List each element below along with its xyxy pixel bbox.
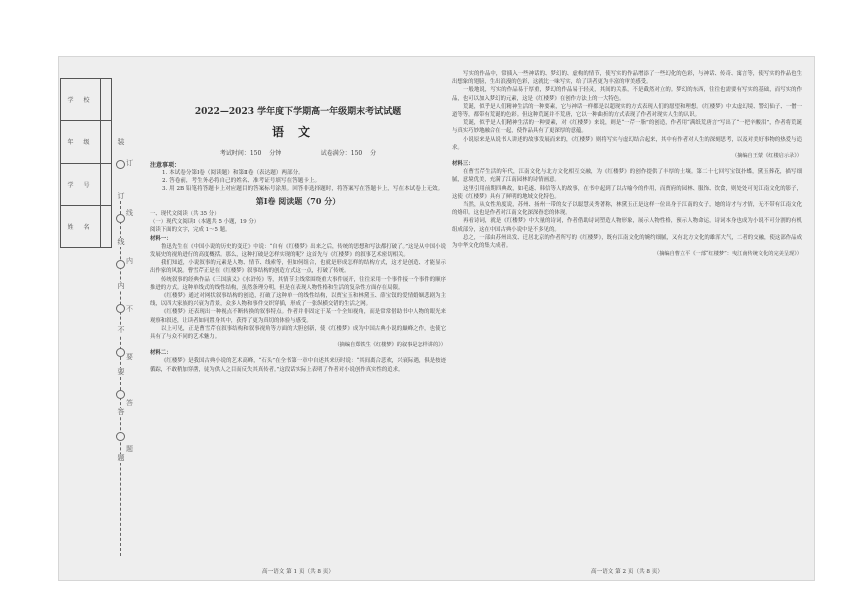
- page-footer: 高一语文 第 2 页（共 8 页）: [591, 569, 663, 575]
- paragraph: 一般地说，写实的作品易于厚重，梦幻的作品易于轻灵，其间的关系，不是截然对立的。梦幻的东西，往往也需要有写实的基础，而写实的作品，也可以加入梦幻的元素，这是《红楼梦》在创作方法上的一大特色。: [452, 87, 802, 102]
- seal-word: 内: [126, 257, 133, 265]
- seal-word: 答: [126, 399, 133, 407]
- exam-score: 试卷满分：150 分: [320, 150, 377, 157]
- material-label: 材料三：: [452, 161, 474, 168]
- exam-meta: [150, 148, 446, 157]
- info-label: 学 号: [61, 164, 101, 205]
- page-2: [452, 70, 802, 575]
- seal-word: 内: [114, 282, 128, 291]
- binding-hole-icon: [116, 214, 125, 223]
- exam-time: 考试时间：150 分钟: [219, 150, 282, 157]
- info-row-school: [61, 79, 111, 121]
- paragraph: 传统叙事的经典作品《三国演义》《水浒传》等，其情节主线常围绕重大事件展开，往往采用一个事件接一个事件的顺序推进的方式。这种单线式的线性结构，虽然条理分明，但是在表现人物性格和生活的复杂性方面存在局限。: [150, 276, 446, 291]
- binding-hole-icon: [116, 304, 125, 313]
- school-field[interactable]: [101, 79, 111, 120]
- paragraph: 荒诞，似乎是人们精神生活的一种要素，对《红楼梦》来说，则是“一芹一脂”的创造，作者用“满纸荒唐言”写出了“一把辛酸泪”，作者将荒诞与真实巧妙地融合在一起，使作品具有了更深厚的意蕴。: [452, 120, 802, 135]
- seal-word: 订: [126, 159, 133, 167]
- material-label: 材料二：: [150, 350, 172, 357]
- paragraph: 《红楼梦》还表现出一种视点不断转换的叙事特点。作者并非固定于某一个全知视角，而是常常借助书中人物的眼光来观察和叙述，让读者如同置身其中，获得了更为真切的体验与感受。: [150, 309, 446, 324]
- paragraph: 鲁迅先生在《中国小说的历史的变迁》中说：“自有《红楼梦》出来之后，传统的思想和写法都打破了。”这是从中国小说发展史的视角进行的高度概括。那么，这种打破是怎样实现的呢？这首先与《红楼梦》的叙事艺术密切相关。: [150, 243, 446, 259]
- paragraph: 《红楼梦》是我国古典小说的艺术高峰，“石头”在全书第一章中自述其来历时说：“其间离合悲欢，兴衰际遇，俱是按迹循踪，不敢稍加穿凿，徒为供人之目而反失其真传者。”这段话实际上表明了作者对小说创作真实性的追求。: [150, 358, 446, 373]
- binding-hole-icon: [116, 260, 125, 269]
- material-label: 材料一：: [150, 235, 172, 242]
- binding-hole-icon: [116, 390, 125, 399]
- name-field[interactable]: [101, 206, 111, 247]
- seal-word: 线: [114, 238, 128, 247]
- seal-word: 答: [114, 408, 128, 417]
- student-info-box: [60, 78, 112, 248]
- paragraph: 荒诞，似乎是人们精神生活的一种要素，它与神话一样都是以超现实的方式表现人们的愿望和理想。《红楼梦》中太虚幻境、警幻仙子、一僧一道等等，都带有荒诞的色彩。但这种荒诞并不荒唐，它以一种曲折的方式表现了作者对现实人生的认识。: [452, 103, 802, 119]
- seal-word: 题: [114, 454, 128, 463]
- exam-title: 2022—2023 学年度下学期高一年级期末考试试题: [194, 107, 402, 117]
- binding-hole-icon: [116, 348, 125, 357]
- seal-word: 题: [126, 445, 133, 453]
- subject-title: 语文: [271, 125, 324, 139]
- paragraph: 《红楼梦》通过对网状叙事结构的创造，打破了这种单一的线性结构，以贾宝玉和林黛玉、薛宝钗的爱情婚姻悲剧为主线，以四大家族的兴衰为背景，众多人物和事件交织穿插，形成了一张纵横交错的生活之网。: [150, 293, 446, 308]
- paragraph: 我们知道，小说叙事的元素是人物、情节、线索等，但如何组合，也就是形成怎样的结构方式，这才是创造、才能显示出作家的风貌。曹雪芹正是在《红楼梦》叙事结构的创造方式这一点，打破了传统。: [150, 260, 446, 275]
- student-id-field[interactable]: [101, 164, 111, 205]
- info-label: 学 校: [61, 79, 101, 120]
- page-1: [150, 70, 446, 575]
- seal-word: 不: [114, 326, 128, 335]
- paragraph: 总之，一部由苏州出发、迁居北京的作者所写的《红楼梦》，既有江南文化的婉约细腻，又有北方文化的雄浑大气，二者的交融，使这部作品成为中华文化的集大成者。: [452, 234, 802, 250]
- part-title: 第Ⅰ卷 阅读题（70 分）: [255, 196, 341, 206]
- binding-hole-icon: [116, 432, 125, 441]
- paragraph: 写实的作品中，常插入一些神话的、梦幻的、虚构的情节，使写实的作品增添了一些幻化的色彩，与神话、传奇、寓言等，使写实的作品也生出想象的翅膀，生出浪漫的色彩，这就比一味写实，给了读者更为丰富的审美感受。: [452, 71, 802, 86]
- note-item: 1. 本试卷分第Ⅰ卷（阅读题）和第Ⅱ卷（表达题）两部分。: [162, 170, 304, 176]
- seal-word: 要: [114, 368, 128, 377]
- source-citation: （摘编自王蒙《红楼启示录》）: [731, 153, 802, 160]
- seal-word: 不: [126, 305, 133, 313]
- source-citation: （摘编自曹立平《一部“红楼梦”：曳江南传统文化的完美呈现》）: [654, 251, 802, 258]
- notes-heading: 注意事项：: [150, 162, 181, 169]
- instruction: 阅读下面的文字，完成 1～5 题。: [150, 227, 231, 234]
- paragraph: 以上可见，正是曹雪芹在叙事结构和叙事视角等方面的大胆创新，使《红楼梦》成为中国古典小说的巅峰之作，也使它具有了与众不同的艺术魅力。: [150, 325, 446, 341]
- seal-word: 订: [114, 192, 128, 201]
- page-footer: 高一语文 第 1 页（共 8 页）: [262, 569, 334, 575]
- seal-word: 线: [126, 209, 133, 217]
- seal-word: 要: [126, 353, 133, 361]
- paragraph: 小说原来是从说书人讲述的故事发展而来的，《红楼梦》则将写实与虚幻结合起来，其中有作者对人生的深刻思考，以及对美好事物的热爱与追求。: [452, 136, 802, 151]
- note-item: 3. 用 2B 铅笔将答题卡上对应题目的答案标号涂黑。回答非选择题时，将答案写在答题卡上，写在本试卷上无效。: [162, 186, 444, 192]
- paragraph: 这里引用前期四典故，如毛遂、韩信等人的故事，在书中起到了以古喻今的作用，而贾府的园林、服饰、饮食，则处处可见江南文化的影子，这使《红楼梦》具有了鲜明的地域文化特色。: [452, 185, 802, 200]
- source-citation: （摘编自郑铁生《红楼梦》的叙事是怎样讲的》）: [334, 342, 446, 349]
- paragraph: 在曹雪芹生活的年代，江南文化与北方文化相互交融，为《红楼梦》的创作提供了丰厚的土壤。第二十七回写宝钗扑蝶，黛玉葬花，描写细腻，意境优美，充满了江南园林的诗情画意。: [452, 169, 802, 184]
- note-item: 2. 答卷前，考生务必将自己的姓名、准考证号填写在答题卡上。: [162, 178, 321, 184]
- binding-hole-icon: [116, 160, 125, 169]
- info-label: 姓 名: [61, 206, 101, 247]
- info-label: 年 级: [61, 121, 101, 162]
- seal-word: 装: [114, 138, 128, 147]
- section-heading: 一、现代文阅读（共 35 分）: [150, 211, 220, 217]
- grade-field[interactable]: [101, 121, 111, 162]
- subsection-heading: （一）现代文阅读Ⅰ（本题共 5 小题，19 分）: [150, 219, 260, 226]
- info-row-grade: [61, 121, 111, 163]
- info-row-id: [61, 164, 111, 206]
- exam-sheet: [58, 56, 815, 581]
- paragraph: 再看诗词，就是《红楼梦》中大量的诗词，作者借助诗词塑造人物形象，展示人物性格，预示人物命运，诗词本身也成为小说不可分割的有机组成部分，这在中国古典小说中是不多见的。: [452, 218, 802, 233]
- paragraph: 当然，从女性角度说，苏州、扬州一带的女子以聪慧灵秀著称，林黛玉正是这样一位出身于江南的女子，她的诗才与才情，无不带有江南文化的烙印。这也是作者对江南文化深深眷恋的体现。: [452, 202, 802, 217]
- info-row-name: [61, 206, 111, 247]
- binding-strip: [58, 56, 116, 581]
